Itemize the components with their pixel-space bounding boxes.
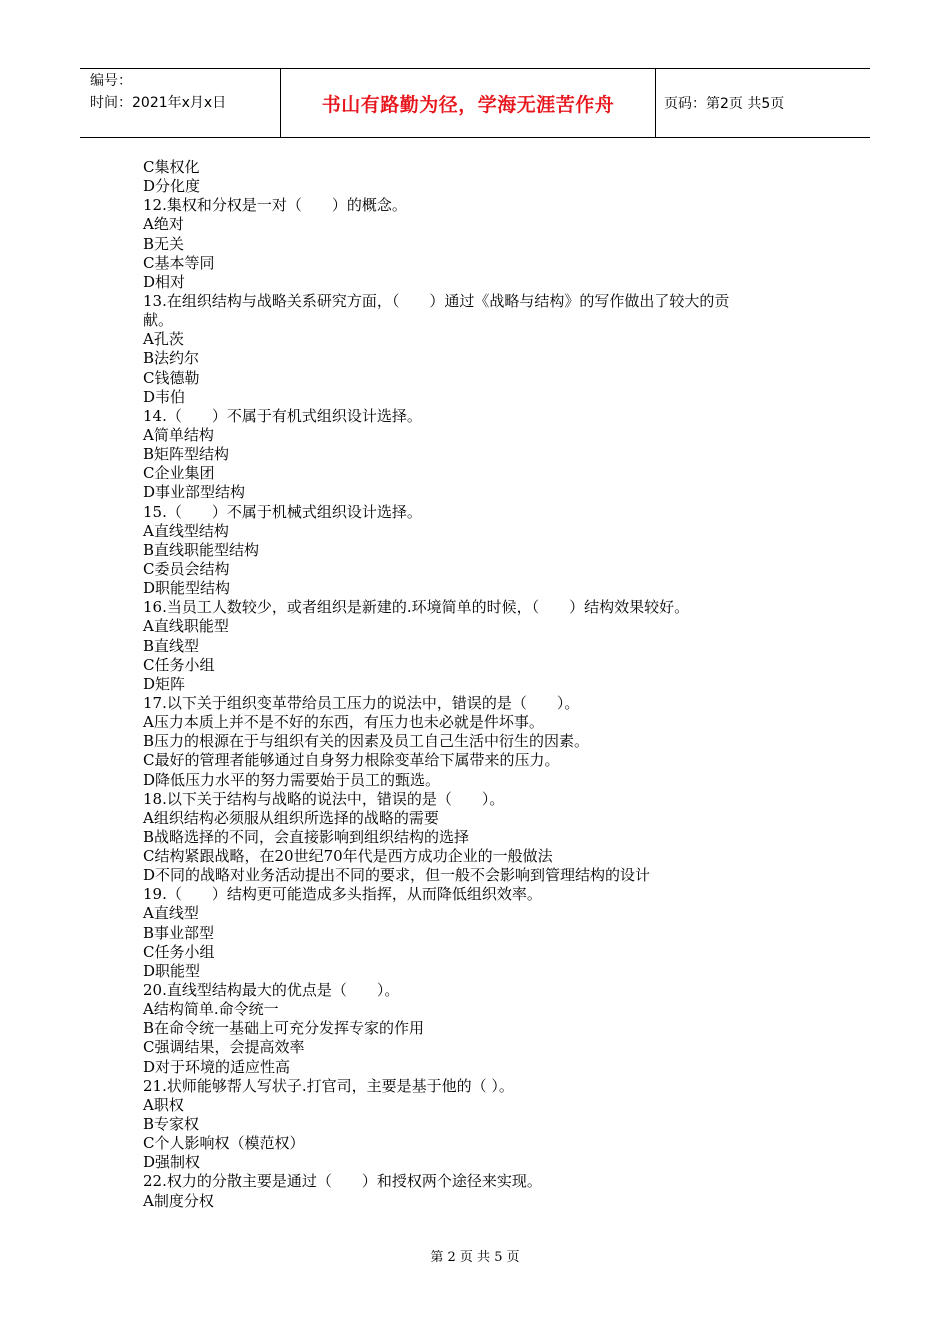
text-line: B矩阵型结构 bbox=[143, 445, 230, 464]
text-line: 献。 bbox=[143, 311, 174, 330]
text-line: C企业集团 bbox=[143, 464, 215, 483]
text-line: B压力的根源在于与组织有关的因素及员工自己生活中衍生的因素。 bbox=[143, 732, 590, 751]
text-line: 17.以下关于组织变革带给员工压力的说法中，错误的是（ ）。 bbox=[143, 693, 580, 712]
text-line: 21.状师能够帮人写状子.打官司，主要是基于他的（ ）。 bbox=[143, 1076, 514, 1095]
text-line: 13.在组织结构与战略关系研究方面，（ ）通过《战略与结构》的写作做出了较大的贡 bbox=[143, 291, 730, 310]
text-line: A孔茨 bbox=[143, 330, 184, 349]
text-line: A直线职能型 bbox=[143, 617, 229, 636]
text-line: B法约尔 bbox=[143, 349, 200, 368]
text-line: C个人影响权（模范权） bbox=[143, 1134, 305, 1153]
header-page-cell bbox=[656, 69, 870, 137]
text-line: B事业部型 bbox=[143, 923, 215, 942]
header-motto: 书山有路勤为径，学海无涯苦作舟 bbox=[321, 93, 615, 116]
text-line: D对于环境的适应性高 bbox=[143, 1057, 291, 1076]
text-line: B直线型 bbox=[143, 636, 200, 655]
text-line: C结构紧跟战略，在20世纪70年代是西方成功企业的一般做法 bbox=[143, 847, 553, 866]
text-line: D降低压力水平的努力需要始于员工的甄选。 bbox=[143, 770, 441, 789]
text-line: A直线型 bbox=[143, 904, 199, 923]
text-line: B战略选择的不同，会直接影响到组织结构的选择 bbox=[143, 827, 470, 846]
text-line: D矩阵 bbox=[143, 674, 186, 693]
text-line: B直线职能型结构 bbox=[143, 540, 260, 559]
text-line: C最好的管理者能够通过自身努力根除变革给下属带来的压力。 bbox=[143, 751, 560, 770]
text-line: D职能型结构 bbox=[143, 579, 231, 598]
document-number-label: 编号： bbox=[90, 73, 132, 89]
text-line: B无关 bbox=[143, 234, 185, 253]
text-line: 22.权力的分散主要是通过（ ）和授权两个途径来实现。 bbox=[143, 1172, 542, 1191]
text-line: 18.以下关于结构与战略的说法中，错误的是（ ）。 bbox=[143, 789, 505, 808]
header-page-number: 页码：第2页 共5页 bbox=[664, 96, 785, 112]
text-line: A结构简单.命令统一 bbox=[143, 1000, 279, 1019]
text-line: D相对 bbox=[143, 272, 186, 291]
question-content bbox=[143, 158, 843, 1211]
text-line: C强调结果，会提高效率 bbox=[143, 1038, 305, 1057]
text-line: A制度分权 bbox=[143, 1191, 214, 1210]
text-line: D职能型 bbox=[143, 961, 201, 980]
text-line: D事业部型结构 bbox=[143, 483, 246, 502]
text-line: C委员会结构 bbox=[143, 559, 230, 578]
text-line: 12.集权和分权是一对（ ）的概念。 bbox=[143, 196, 407, 215]
text-line: C任务小组 bbox=[143, 942, 215, 961]
text-line: D强制权 bbox=[143, 1153, 201, 1172]
text-line: 19.（ ）结构更可能造成多头指挥，从而降低组织效率。 bbox=[143, 885, 542, 904]
text-line: A压力本质上并不是不好的东西，有压力也未必就是件坏事。 bbox=[143, 713, 544, 732]
text-line: C钱德勒 bbox=[143, 368, 200, 387]
text-line: D韦伯 bbox=[143, 387, 186, 406]
text-line: 14.（ ）不属于有机式组织设计选择。 bbox=[143, 406, 422, 425]
text-line: 16.当员工人数较少，或者组织是新建的.环境简单的时候，（ ）结构效果较好。 bbox=[143, 598, 690, 617]
text-line: D分化度 bbox=[143, 177, 201, 196]
text-line: D不同的战略对业务活动提出不同的要求，但一般不会影响到管理结构的设计 bbox=[143, 866, 651, 885]
text-line: 15.（ ）不属于机械式组织设计选择。 bbox=[143, 502, 422, 521]
text-line: A绝对 bbox=[143, 215, 184, 234]
text-line: A简单结构 bbox=[143, 425, 214, 444]
document-time-label: 时间：2021年x月x日 bbox=[90, 95, 227, 111]
text-line: B在命令统一基础上可充分发挥专家的作用 bbox=[143, 1019, 425, 1038]
text-line: C基本等同 bbox=[143, 253, 215, 272]
text-line: C任务小组 bbox=[143, 655, 215, 674]
text-line: C集权化 bbox=[143, 158, 200, 176]
text-line: A组织结构必须服从组织所选择的战略的需要 bbox=[143, 808, 439, 827]
text-line: 20.直线型结构最大的优点是（ ）。 bbox=[143, 981, 400, 1000]
text-line: A职权 bbox=[143, 1095, 184, 1114]
text-line: B专家权 bbox=[143, 1115, 200, 1134]
header-motto-cell bbox=[280, 69, 656, 137]
text-line: A直线型结构 bbox=[143, 521, 229, 540]
page-footer: 第 2 页 共 5 页 bbox=[430, 1250, 520, 1265]
page-header bbox=[80, 68, 870, 138]
header-info-cell bbox=[80, 69, 280, 137]
